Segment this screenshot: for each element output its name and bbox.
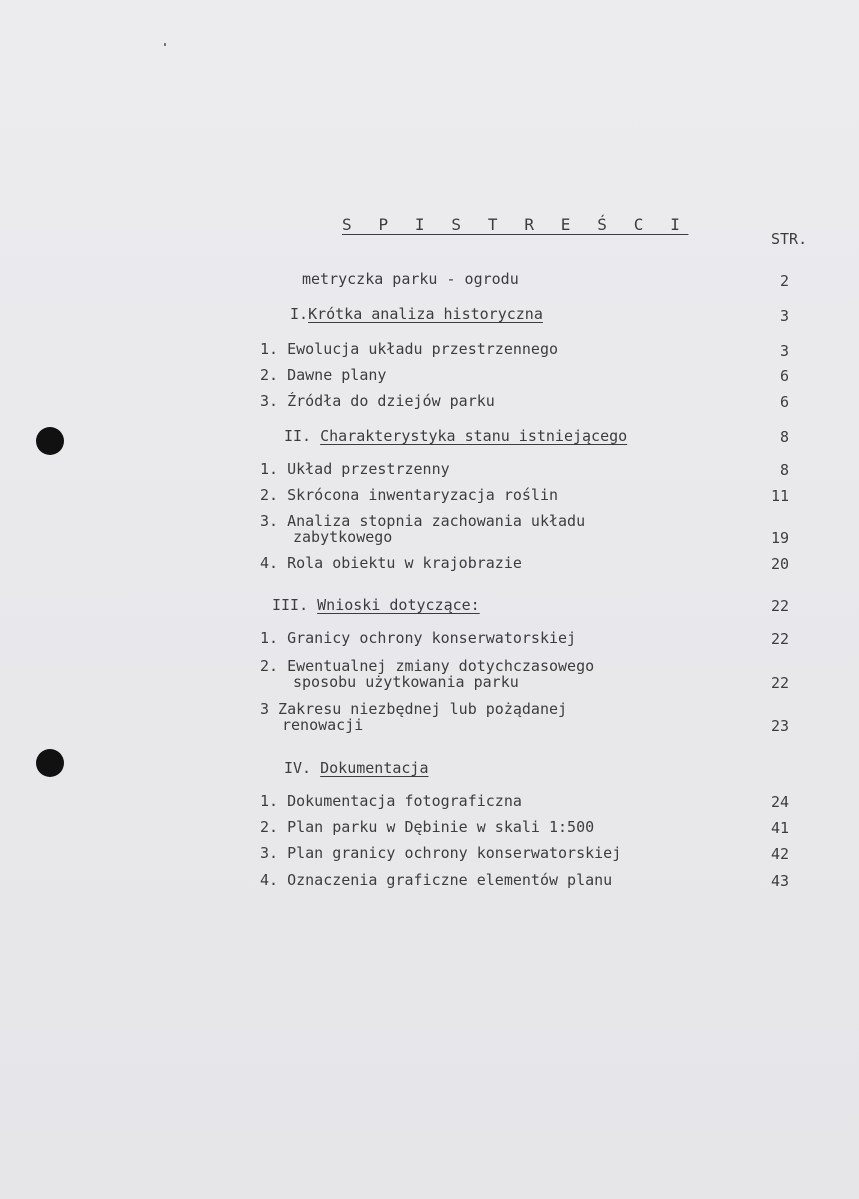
toc-page-number: 8 xyxy=(779,461,789,479)
toc-page-number: 2 xyxy=(779,272,789,290)
toc-entry-text: 2. Ewentualnej zmiany dotychczasowego xyxy=(260,657,595,675)
toc-entry xyxy=(260,819,594,835)
toc-page-number: 42 xyxy=(770,845,789,863)
toc-entry-text: sposobu użytkowania parku xyxy=(293,673,519,691)
toc-page-number: 43 xyxy=(770,872,789,890)
toc-section-heading xyxy=(284,428,627,444)
toc-entry-text: 1. Układ przestrzenny xyxy=(260,460,450,478)
toc-entry xyxy=(260,513,585,529)
toc-entry xyxy=(302,271,519,287)
toc-page-number: 22 xyxy=(770,674,789,692)
toc-page-number: 11 xyxy=(770,487,789,505)
toc-page-number: 6 xyxy=(779,367,789,385)
toc-section-heading xyxy=(284,760,429,776)
toc-section-title: Wnioski dotyczące: xyxy=(317,596,480,614)
toc-entry-text: 1. Ewolucja układu przestrzennego xyxy=(260,340,559,358)
toc-entry-text: 3 Zakresu niezbędnej lub pożądanej xyxy=(260,700,568,718)
toc-section-number: I. xyxy=(290,305,309,323)
toc-page-number: 22 xyxy=(770,630,789,648)
toc-section-number: III. xyxy=(272,596,318,614)
toc-page-number: 20 xyxy=(770,555,789,573)
toc-section-title: Charakterystyka stanu istniejącego xyxy=(320,427,628,445)
toc-entry-text: 1. Granicy ochrony konserwatorskiej xyxy=(260,629,577,647)
paper-speck xyxy=(164,43,166,46)
toc-section-number: II. xyxy=(284,427,321,445)
page-column-label: STR. xyxy=(771,230,808,248)
toc-section-title: Dokumentacja xyxy=(320,759,429,777)
toc-page-number: 3 xyxy=(779,307,789,325)
toc-entry xyxy=(260,630,576,646)
toc-entry-text: 4. Oznaczenia graficzne elementów planu xyxy=(260,871,613,889)
toc-section-heading xyxy=(272,597,480,613)
toc-entry-text: 4. Rola obiektu w krajobrazie xyxy=(260,554,522,572)
toc-entry-text: 2. Skrócona inwentaryzacja roślin xyxy=(260,486,559,504)
toc-entry xyxy=(260,367,386,383)
toc-page-number: 22 xyxy=(770,597,789,615)
toc-entry-text: metryczka parku - ogrodu xyxy=(302,270,519,288)
toc-entry-continuation xyxy=(293,674,519,690)
toc-entry-text: 2. Plan parku w Dębinie w skali 1:500 xyxy=(260,818,595,836)
toc-page-number: 23 xyxy=(770,717,789,735)
toc-page-number: 41 xyxy=(770,819,789,837)
toc-section-title: Krótka analiza historyczna xyxy=(308,305,543,323)
toc-entry xyxy=(260,793,522,809)
toc-entry-text: 3. Analiza stopnia zachowania układu xyxy=(260,512,586,530)
toc-page-number: 8 xyxy=(779,428,789,446)
toc-page-number: 3 xyxy=(779,342,789,360)
toc-entry-continuation xyxy=(282,717,363,733)
toc-entry-text: 3. Plan granicy ochrony konserwatorskiej xyxy=(260,844,622,862)
toc-page-number: 6 xyxy=(779,393,789,411)
toc-entry-text: renowacji xyxy=(282,716,364,734)
toc-entry xyxy=(260,461,450,477)
punch-hole-top xyxy=(36,427,64,455)
toc-entry-text: 1. Dokumentacja fotograficzna xyxy=(260,792,522,810)
toc-entry-text: 3. Źródła do dziejów parku xyxy=(260,392,495,410)
toc-entry xyxy=(260,487,558,503)
punch-hole-bottom xyxy=(36,749,64,777)
toc-entry-text: 2. Dawne plany xyxy=(260,366,387,384)
toc-entry xyxy=(260,555,522,571)
toc-page-number: 19 xyxy=(770,529,789,547)
toc-page-number: 24 xyxy=(770,793,789,811)
toc-entry xyxy=(260,845,621,861)
toc-entry xyxy=(260,393,495,409)
toc-entry xyxy=(260,658,594,674)
toc-section-heading xyxy=(290,306,543,322)
toc-entry-text: zabytkowego xyxy=(293,528,393,546)
toc-title: S P I S T R E Ś C I xyxy=(342,215,689,234)
toc-section-number: IV. xyxy=(284,759,321,777)
toc-entry-continuation xyxy=(293,529,392,545)
toc-entry xyxy=(260,701,567,717)
toc-entry xyxy=(260,341,558,357)
toc-entry xyxy=(260,872,612,888)
